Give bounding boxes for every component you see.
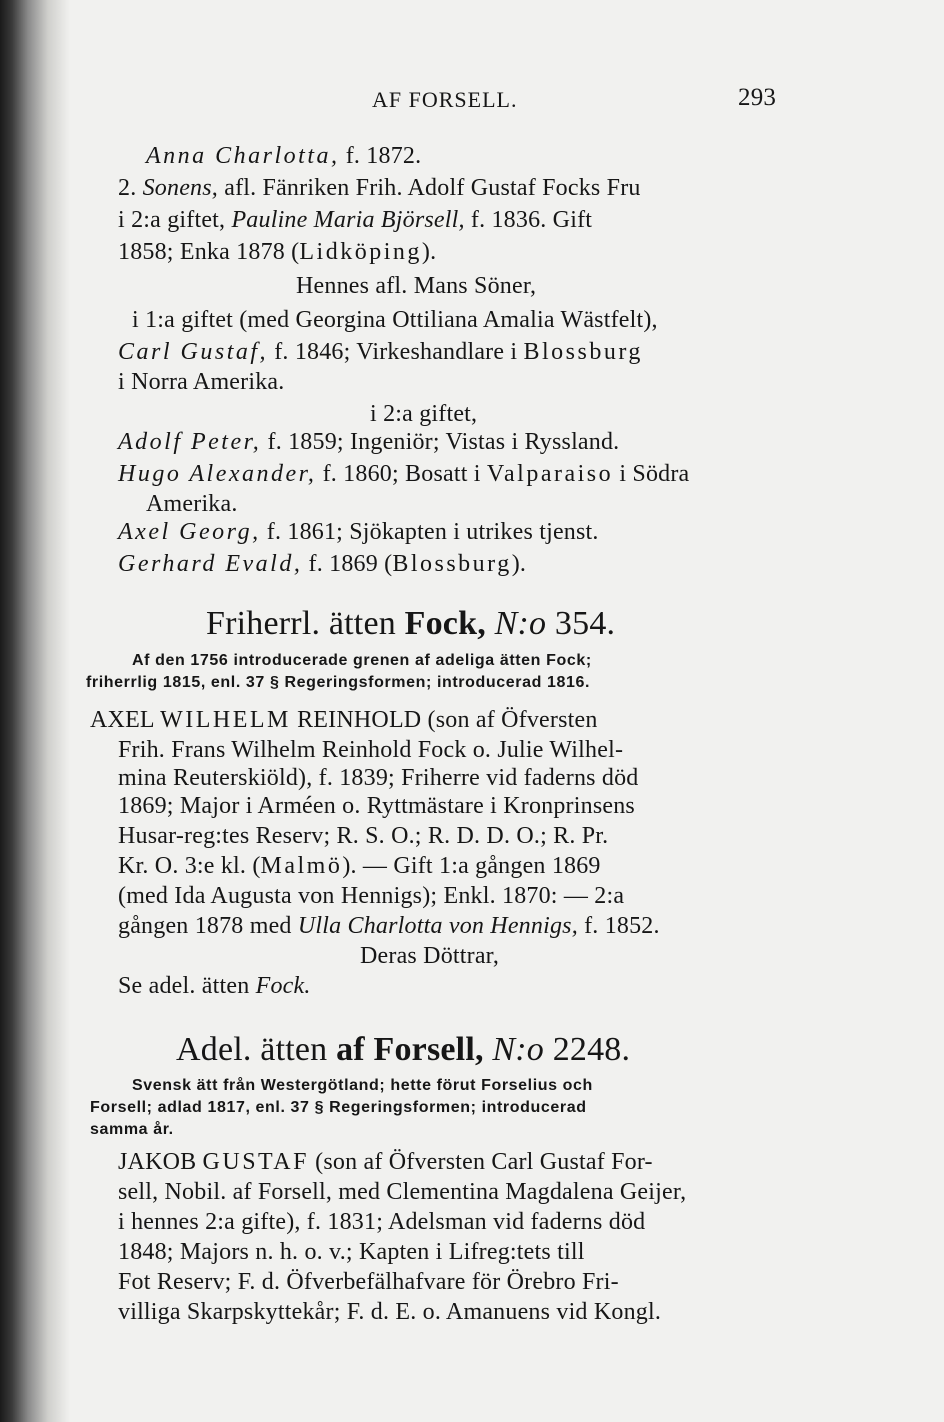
- entry-text: afl. Fänriken Frih. Adolf Gustaf Focks Fru: [218, 175, 641, 201]
- person-name: Axel Georg,: [118, 519, 261, 545]
- place-name: Blossburg: [392, 551, 512, 577]
- entry-line: sell, Nobil. af Forsell, med Clementina Magdalena Geijer,: [118, 1179, 687, 1205]
- section-intro: samma år.: [90, 1121, 174, 1138]
- section-intro: Forsell; adlad 1817, enl. 37 § Regeringsformen; introducerad: [90, 1099, 587, 1116]
- family-name: Fock,: [404, 605, 486, 642]
- entry-line: Fot Reserv; F. d. Öfverbefälhafvare för Örebro Fri-: [118, 1269, 619, 1295]
- entry-line: [118, 972, 311, 1000]
- entry-line: [118, 912, 660, 940]
- entry-text: i 2:a giftet,: [118, 207, 232, 233]
- entry-line: villiga Skarpskyttekår; F. d. E. o. Amanuens vid Kongl.: [118, 1299, 662, 1325]
- subheading: Deras Döttrar,: [360, 943, 500, 969]
- entry-text: gången 1878 med: [118, 913, 298, 939]
- number-label: N:o: [485, 605, 547, 642]
- entry-text: Kr. O. 3:e kl. (: [118, 853, 261, 879]
- entry-text: 1858; Enka 1878 (: [118, 239, 300, 265]
- entry-line: [146, 142, 421, 170]
- entry-text: f. 1836. Gift: [464, 207, 593, 233]
- subheading: Hennes afl. Mans Söner,: [296, 273, 537, 299]
- subheading: i 2:a giftet,: [370, 401, 478, 427]
- entry-number: 2.: [118, 175, 143, 201]
- entry-line: [118, 460, 689, 488]
- entry-text: ).: [511, 551, 527, 577]
- entry-line: [118, 428, 619, 456]
- entry-text: i Södra: [613, 461, 690, 487]
- entry-line: i Norra Amerika.: [118, 369, 285, 395]
- family-number: 354.: [546, 605, 616, 642]
- entry-line: [118, 518, 599, 546]
- entry-text: f. 1869 (: [302, 551, 393, 577]
- entry-text: ). — Gift 1:a gången 1869: [342, 853, 601, 879]
- entry-line: 1869; Major i Arméen o. Ryttmästare i Kronprinsens: [118, 793, 635, 819]
- section-title-forsell: [176, 1030, 630, 1070]
- title-text: Adel. ätten: [176, 1031, 337, 1068]
- entry-line: 1848; Majors n. h. o. v.; Kapten i Lifreg:tets till: [118, 1239, 585, 1265]
- entry-line: Husar-reg:tes Reserv; R. S. O.; R. D. D. O.; R. Pr.: [118, 823, 609, 849]
- person-name: Pauline Maria Björsell,: [231, 207, 465, 233]
- place-name: Blossburg: [523, 339, 643, 365]
- section-intro: friherrlig 1815, enl. 37 § Regeringsformen; introducerad 1816.: [86, 674, 591, 691]
- person-name: JAKOB: [118, 1149, 203, 1175]
- entry-line: [118, 1148, 653, 1176]
- entry-text: f. 1872.: [339, 143, 422, 169]
- entry-text: REINHOLD (son af Öfversten: [290, 707, 598, 733]
- person-name: WILHELM: [160, 707, 291, 733]
- section-title-fock: [206, 604, 615, 644]
- person-name: Hugo Alexander,: [118, 461, 317, 487]
- person-name: Ulla Charlotta von Hennigs,: [297, 913, 578, 939]
- entry-line: [118, 238, 436, 266]
- person-name: Anna Charlotta,: [146, 143, 340, 169]
- entry-line: [118, 174, 641, 202]
- entry-line: [90, 706, 598, 734]
- section-intro: Af den 1756 introducerade grenen af adeliga ätten Fock;: [132, 652, 592, 669]
- entry-text: f. 1852.: [577, 913, 660, 939]
- entry-text: f. 1846; Virkeshandlare i: [268, 339, 524, 365]
- entry-line: Frih. Frans Wilhelm Reinhold Fock o. Julie Wilhel-: [118, 737, 624, 763]
- person-name: Adolf Peter,: [118, 429, 262, 455]
- person-name: AXEL: [90, 707, 161, 733]
- entry-line: mina Reuterskiöld), f. 1839; Friherre vid faderns död: [118, 765, 639, 791]
- place-name: Malmö: [260, 853, 343, 879]
- entry-line: i hennes 2:a gifte), f. 1831; Adelsman vid faderns död: [118, 1209, 646, 1235]
- entry-line: (med Ida Augusta von Hennigs); Enkl. 1870: — 2:a: [118, 883, 625, 909]
- page-number: 293: [738, 84, 777, 111]
- running-title: AF FORSELL.: [372, 87, 518, 112]
- entry-line: [118, 338, 643, 366]
- entry-text: f. 1859; Ingeniör; Vistas i Ryssland.: [261, 429, 620, 455]
- number-label: N:o: [483, 1031, 544, 1068]
- entry-text: ).: [421, 239, 437, 265]
- person-name: Carl Gustaf,: [118, 339, 269, 365]
- title-text: Friherrl. ätten: [206, 605, 405, 642]
- person-name: Gerhard Evald,: [118, 551, 303, 577]
- family-number: 2248.: [544, 1031, 631, 1068]
- place-name: Lidköping: [299, 239, 422, 265]
- entry-line: [118, 852, 601, 880]
- entry-line: [118, 550, 526, 578]
- entry-text: f. 1861; Sjökapten i utrikes tjenst.: [260, 519, 599, 545]
- person-name: GUSTAF: [202, 1149, 309, 1175]
- entry-text: f. 1860; Bosatt i: [316, 461, 487, 487]
- family-name: af Forsell,: [336, 1031, 484, 1068]
- entry-line: [118, 206, 592, 234]
- place-name: Valparaiso: [486, 461, 614, 487]
- entry-text: Se adel. ätten: [118, 973, 256, 999]
- cross-reference: Fock.: [255, 973, 311, 999]
- entry-text: (son af Öfversten Carl Gustaf For-: [308, 1149, 653, 1175]
- person-name: Sonens,: [142, 175, 219, 201]
- entry-line: Amerika.: [146, 491, 238, 517]
- section-intro: Svensk ätt från Westergötland; hette förut Forselius och: [132, 1077, 593, 1094]
- entry-line: i 1:a giftet (med Georgina Ottiliana Amalia Wästfelt),: [132, 307, 658, 333]
